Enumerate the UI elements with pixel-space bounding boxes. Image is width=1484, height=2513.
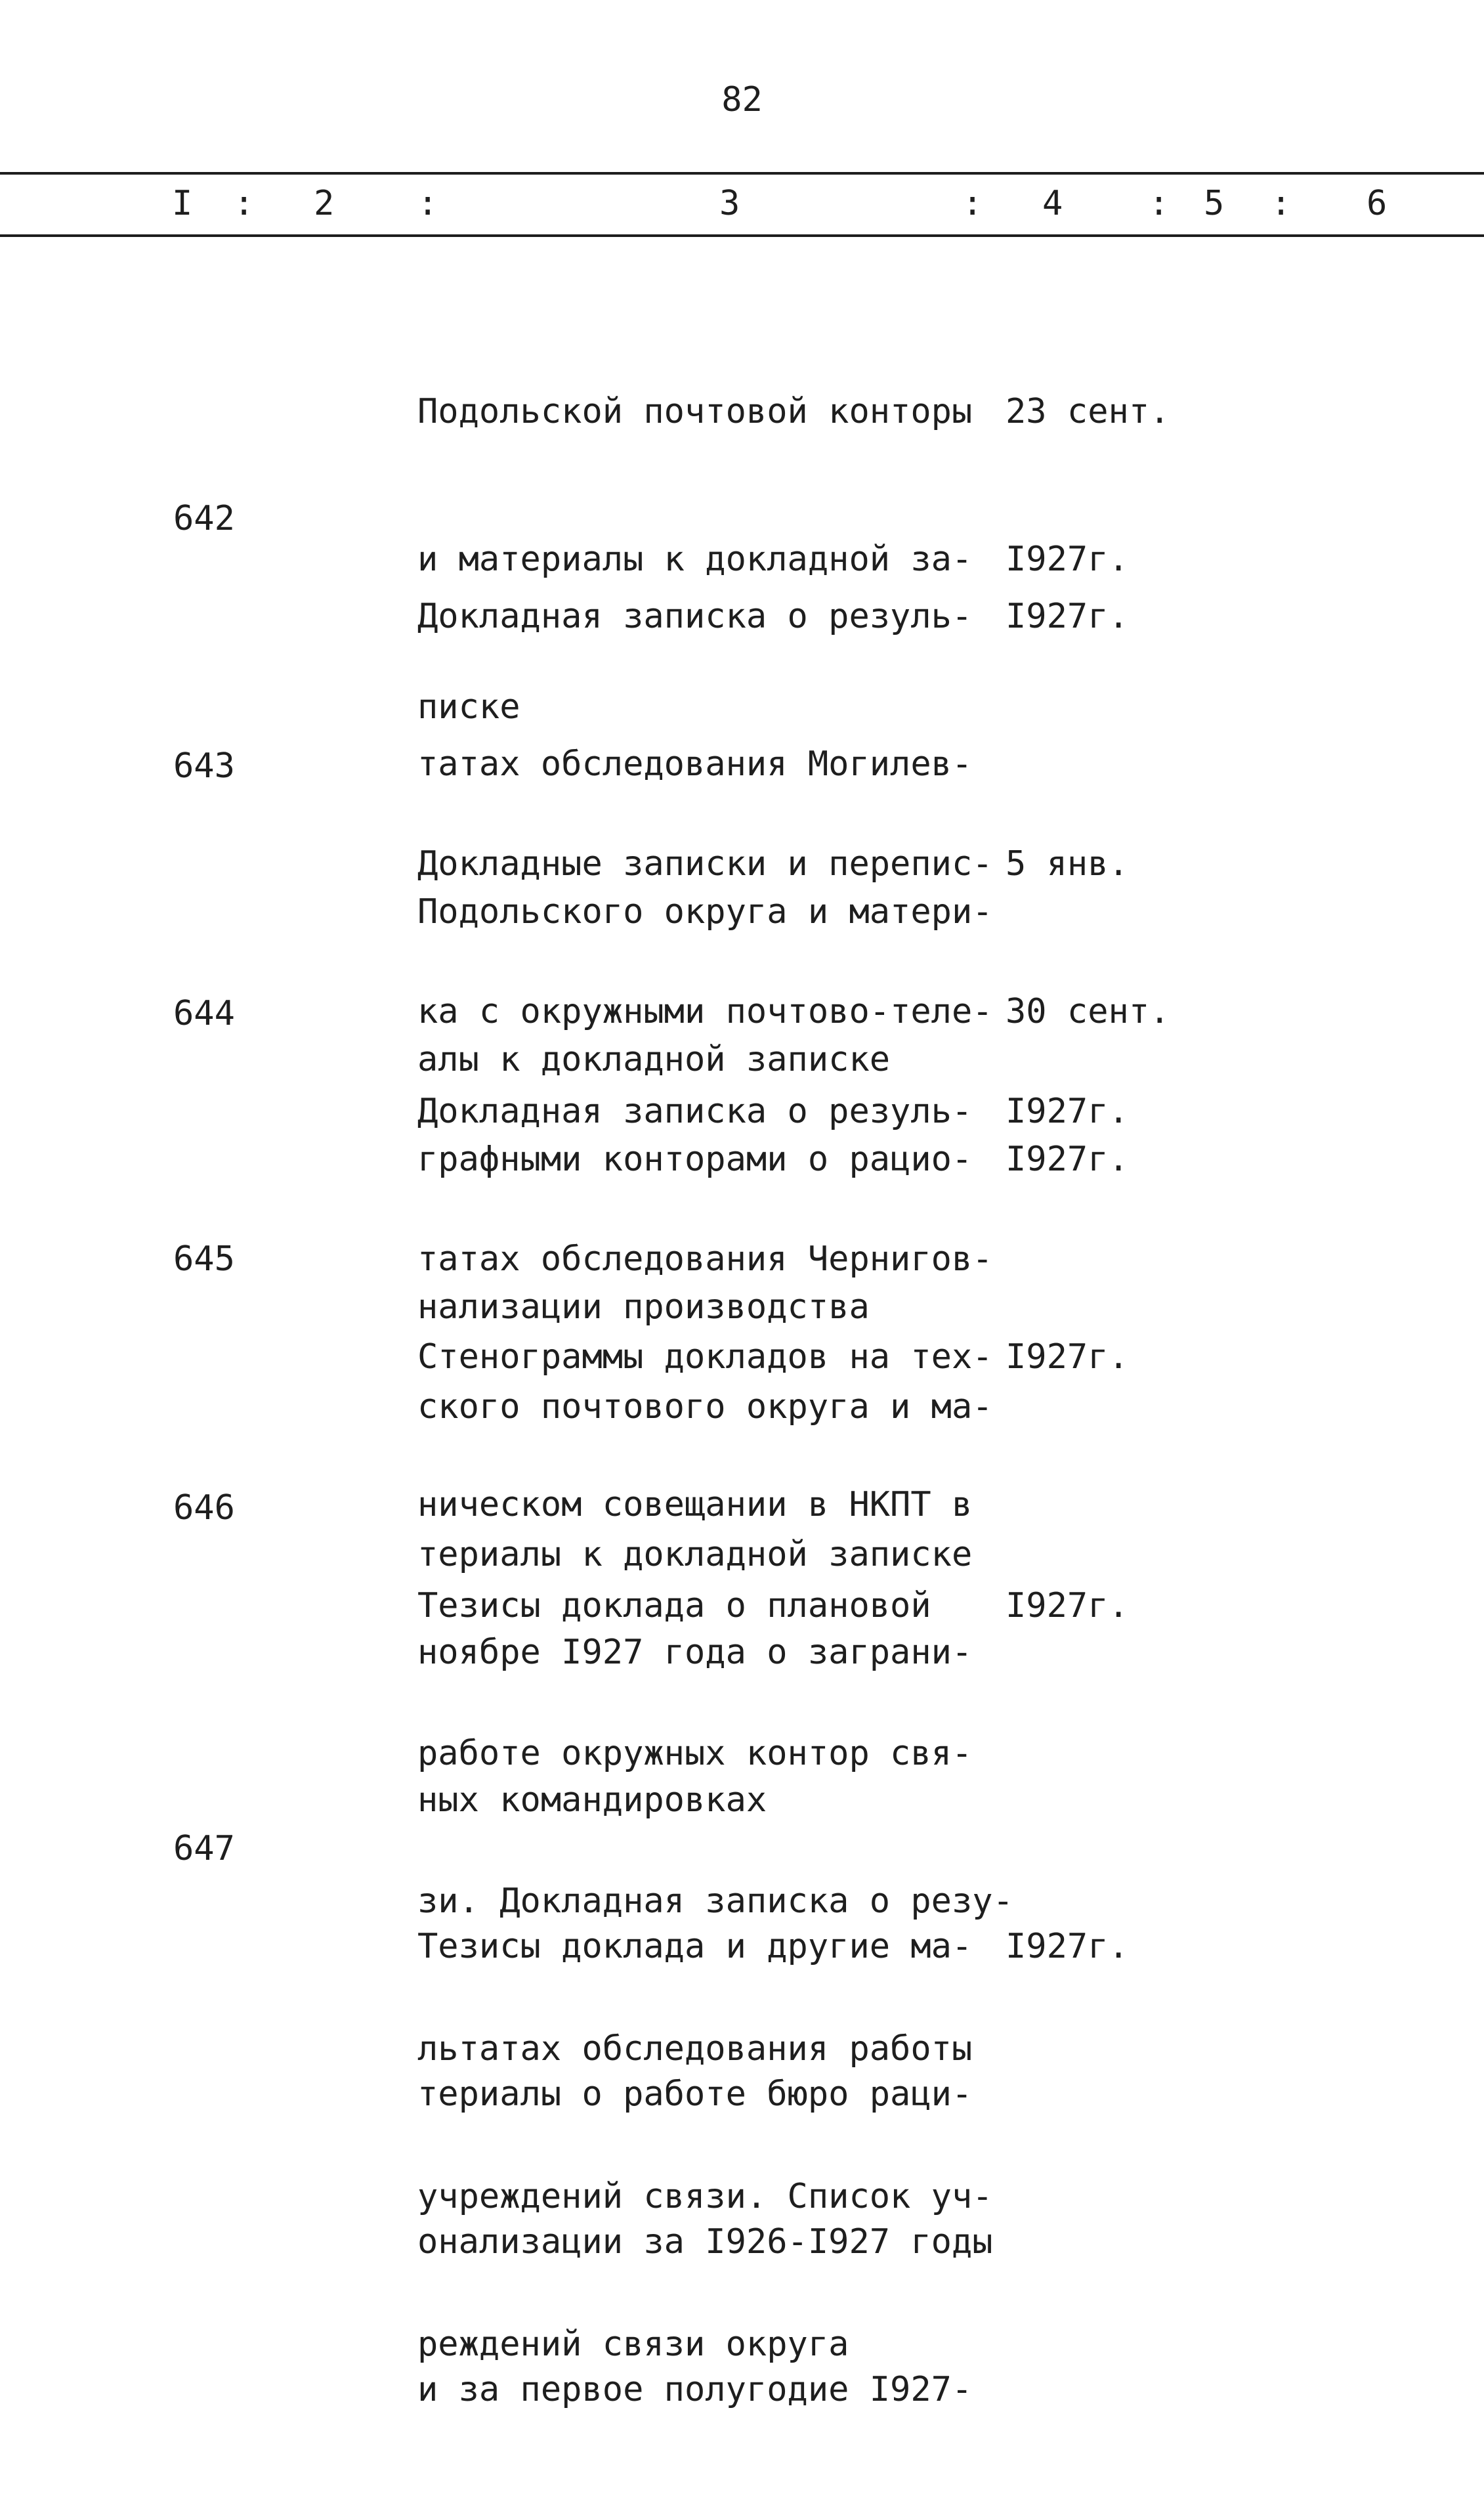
description-line: ных командировках (417, 1780, 767, 1820)
entry-number: 642 (173, 499, 235, 538)
description-line: татах обследования Чернигов- (417, 1239, 993, 1279)
description-line: зи. Докладная записка о резу- (417, 1881, 1013, 1921)
date-line: I927г. (1006, 1586, 1129, 1625)
date-line: I927г. (1006, 540, 1129, 579)
column-header-5: 5 (1204, 184, 1225, 223)
description-line: графными конторами о рацио- (417, 1140, 973, 1179)
entry-number: 644 (173, 994, 235, 1033)
description-line: Подольской почтовой конторы (417, 392, 973, 431)
column-header-1: I (172, 184, 193, 223)
entry-date (1006, 1234, 1242, 1480)
date-line: I927г. (1006, 1092, 1129, 1131)
description-line: татах обследования Могилев- (417, 744, 973, 784)
description-line: Докладная записка о резуль- (417, 1092, 973, 1131)
description-line: териалы к докладной записке (417, 1535, 973, 1574)
entry-date (1006, 1483, 1242, 1729)
date-line: I927г. (1006, 597, 1129, 636)
description-line: писке (417, 687, 520, 727)
date-line: I927г. (1006, 1927, 1129, 1966)
date-line: 5 янв. (1006, 844, 1129, 884)
description-line: Тезисы доклада и другие ма- (417, 1927, 973, 1966)
column-separator: : (962, 184, 983, 223)
description-line: работе окружных контор свя- (417, 1734, 973, 1773)
description-line: и материалы к докладной за- (417, 540, 973, 579)
entry-number: 643 (173, 746, 235, 786)
description-line: Тезисы доклада о плановой (417, 1586, 931, 1625)
description-line: ноябре I927 года о заграни- (417, 1633, 973, 1672)
column-header-3: 3 (719, 184, 740, 223)
entry-number: 647 (173, 1829, 235, 1868)
column-separator: : (1149, 184, 1170, 223)
description-line: алы к докладной записке (417, 1040, 891, 1079)
description-line: учреждений связи. Список уч- (417, 2177, 993, 2216)
entry-number: 645 (173, 1239, 235, 1279)
column-header-4: 4 (1042, 184, 1063, 223)
entry-date (1006, 494, 1242, 740)
column-separator: : (1271, 184, 1292, 223)
description-line: Стенограммы докладов на тех- (417, 1337, 993, 1377)
column-header-2: 2 (314, 184, 335, 223)
table-bottom-rule (0, 234, 1484, 237)
description-line: Подольского округа и матери- (417, 892, 993, 932)
description-line: ническом совещании в НКПТ в (417, 1485, 973, 1524)
date-line: I927г. (1006, 1337, 1129, 1377)
column-header-6: 6 (1367, 184, 1388, 223)
entry-date (1006, 989, 1242, 1235)
description-line: и за первое полугодие I927- (417, 2370, 973, 2409)
date-line: 23 сент. (1006, 392, 1170, 431)
description-line: льтатах обследования работы (417, 2029, 973, 2069)
description-line: ского почтового округа и ма- (417, 1387, 993, 1427)
description-line: онализации за I926-I927 годы (417, 2222, 993, 2262)
entry-number: 646 (173, 1488, 235, 1528)
date-line: I927г. (1006, 1140, 1129, 1179)
entry-date (1006, 1824, 1242, 2070)
description-line: ка с окружными почтово-теле- (417, 992, 993, 1031)
page-number: 82 (721, 80, 763, 119)
table-top-rule (0, 172, 1484, 175)
description-line: Докладные записки и перепис- (417, 844, 993, 884)
column-separator: : (417, 184, 438, 223)
description-line: нализации производства (417, 1287, 870, 1327)
entry-description (417, 1824, 1021, 2513)
description-line: реждений связи округа (417, 2325, 849, 2364)
date-line: 30 сент. (1006, 992, 1170, 1031)
column-separator: : (234, 184, 255, 223)
description-line: териалы о работе бюро раци- (417, 2074, 973, 2114)
description-line: Докладная записка о резуль- (417, 597, 973, 636)
